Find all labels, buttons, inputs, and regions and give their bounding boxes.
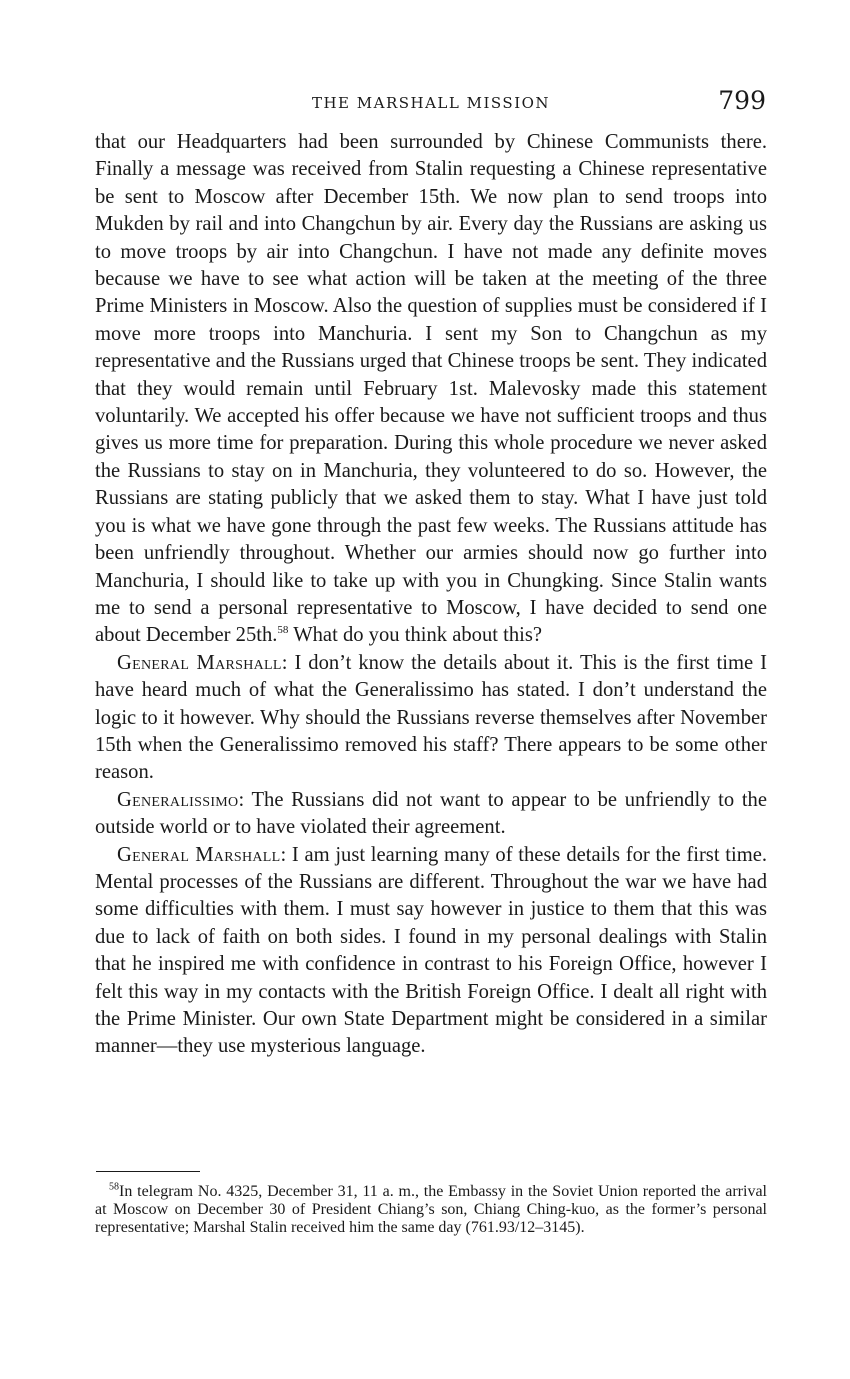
speaker-name: Generalissimo <box>117 788 239 811</box>
footnote <box>95 1183 767 1237</box>
footnote-paragraph <box>95 1183 767 1237</box>
footnote-text: In telegram No. 4325, December 31, 11 a. m., the Embassy in the Soviet Union reported the arrival at Moscow on December 30 of President Chiang’s son, Chiang Ching-kuo, as the former’s personal representative; Marshal Stalin received him the same day (761.93/12–3145). <box>95 1183 767 1236</box>
paragraph-text: : I am just learning many of these details for the first time. Mental processes of the Russians are different. Throughout the war we have had some difficulties with them. I must say however in justice to them that this was due to lack of faith on both sides. I found in my personal dealings with Stalin that he inspired me with confidence in contrast to his Foreign Office, however I felt this way in my contacts with the British Foreign Office. I dealt all right with the Prime Minister. Our own State Department might be considered in a similar manner—they use mysterious language. <box>95 843 767 1058</box>
paragraph-chiang-statement <box>95 129 767 650</box>
paragraph-text: : I don’t know the details about it. This is the first time I have heard much of what the Generalissimo has stated. I don’t understand the logic to it however. Why should the Russians reverse themselves after November 15th when the Generalissimo removed his staff? There appears to be some other reason. <box>95 651 768 784</box>
paragraph-text: that our Headquarters had been surrounded by Chinese Communists there. Finally a message was received from Stalin requesting a Chinese representative be sent to Moscow after December 15th. We now plan to send troops into Mukden by rail and into Changchun by air. Every day the Russians are asking us to move troops by air into Changchun. I have not made any definite moves because we have to see what action will be taken at the meeting of the three Prime Ministers in Moscow. Also the question of supplies must be considered if I move more troops into Manchuria. I sent my Son to Changchun as my representative and the Russians urged that Chinese troops be sent. They indicated that they would remain until February 1st. Malevosky made this statement voluntarily. We accepted his offer because we have not sufficient troops and thus gives us more time for preparation. During this whole procedure we never asked the Russians to stay on in Manchuria, they volunteered to do so. However, the Russians are stating publicly that we asked them to stay. What I have just told you is what we have gone through the past few weeks. The Russians attitude has been unfriendly throughout. Whether our armies should now go further into Manchuria, I should like to take up with you in Chungking. Since Stalin wants me to send a personal representative to Moscow, I have decided to send one about December 25th. <box>95 131 767 647</box>
footnote-marker: 58 <box>109 1181 119 1193</box>
page-header <box>96 86 766 122</box>
footnote-divider <box>96 1171 200 1172</box>
paragraph-generalissimo-reply <box>95 787 767 842</box>
speaker-name: General Marshall <box>117 843 281 866</box>
paragraph-text: : The Russians did not want to appear to be unfriendly to the outside world or to have violated their agreement. <box>95 788 767 839</box>
paragraph-marshall-reply <box>95 650 767 787</box>
paragraph-text-continued: What do you think about this? <box>288 624 543 647</box>
running-head: THE MARSHALL MISSION <box>311 94 551 112</box>
page-number: 799 <box>718 86 766 115</box>
footnote-reference: 58 <box>277 624 289 637</box>
speaker-name: General Marshall <box>117 651 282 674</box>
body-text <box>95 129 767 1061</box>
paragraph-marshall-second-reply <box>95 842 767 1061</box>
